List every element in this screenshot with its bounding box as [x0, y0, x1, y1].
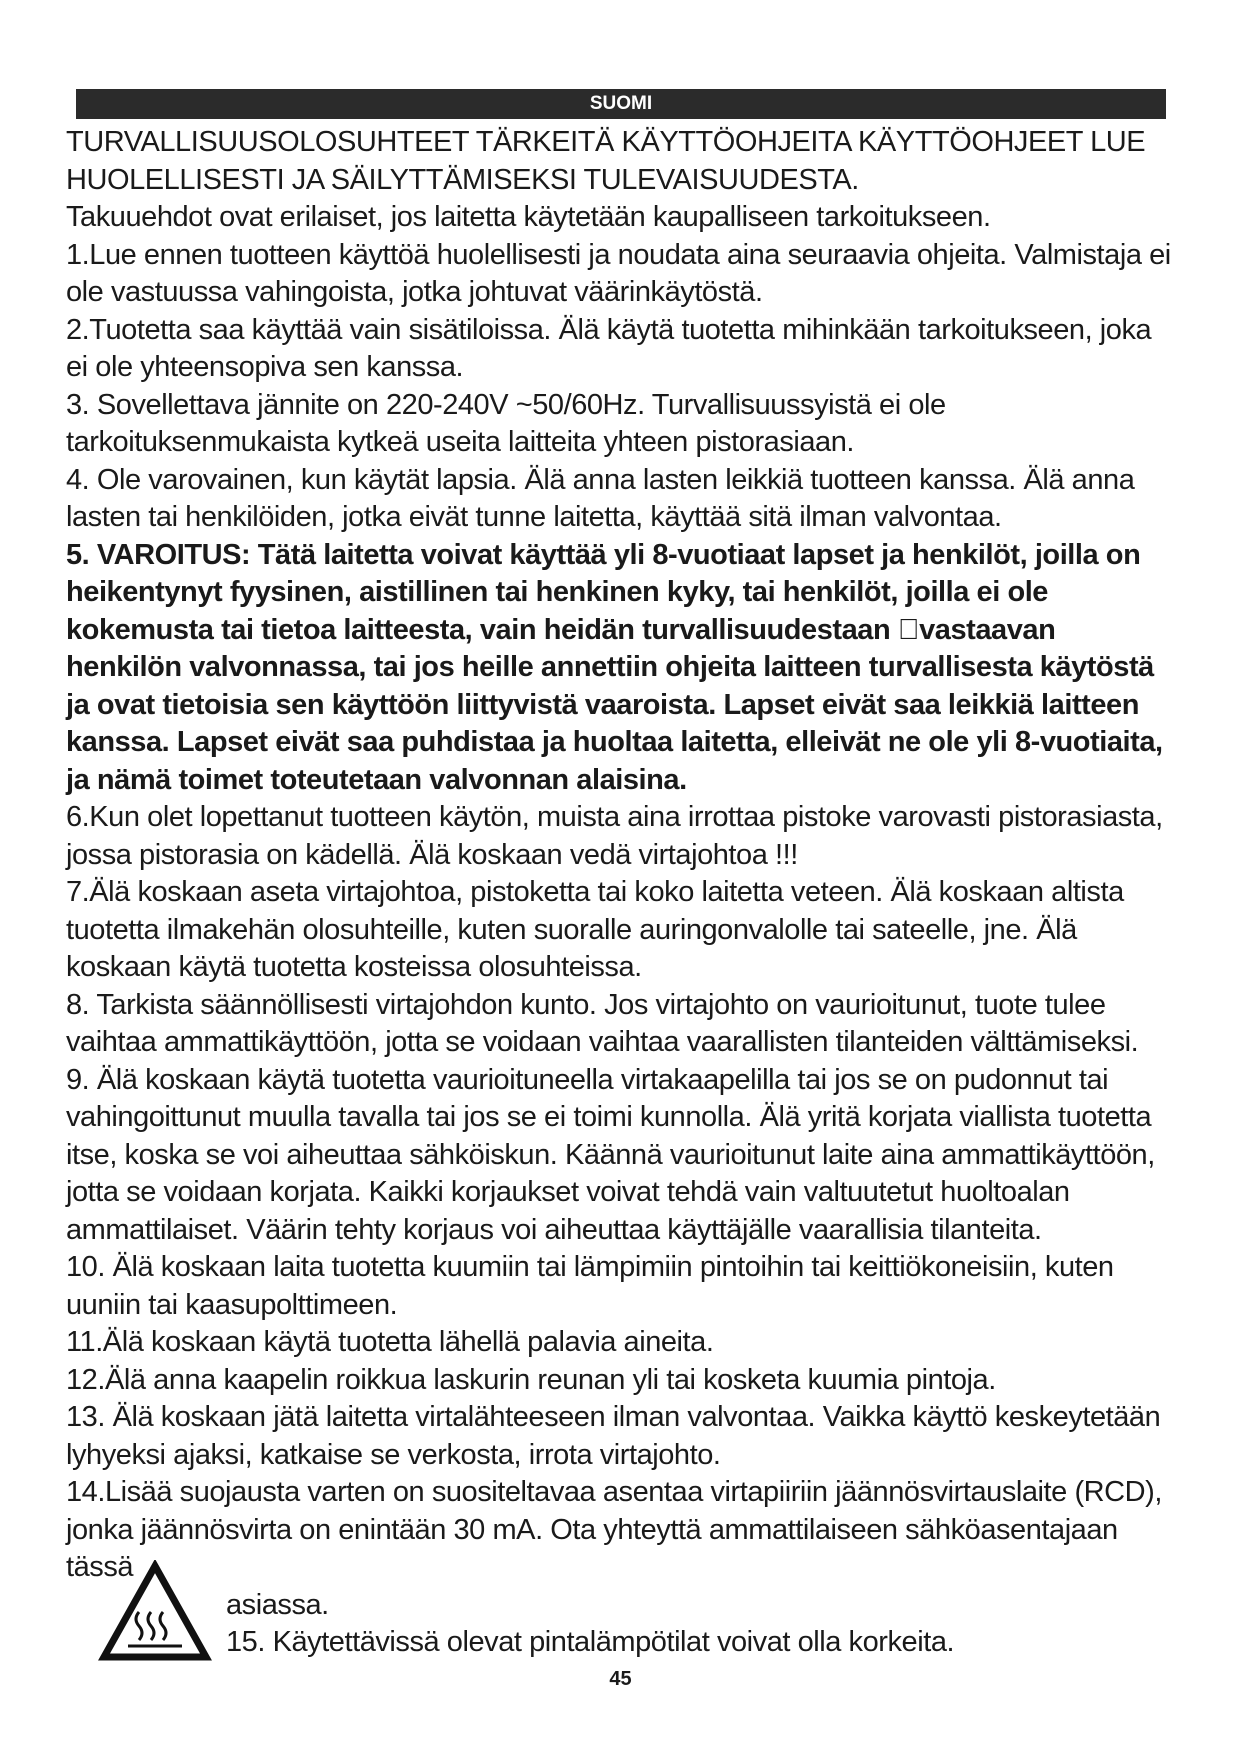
instruction-item-8: 8. Tarkista säännöllisesti virtajohdon kunto. Jos virtajohto on vaurioitunut, tuote tulee vaihtaa ammattikäyttöön, jotta se voidaan vaihtaa vaarallisten tilanteiden välttämiseksi. [66, 988, 1139, 1058]
instruction-item-14-tail: asiassa. [226, 1588, 329, 1621]
instruction-item-10: 10. Älä koskaan laita tuotetta kuumiin tai lämpimiin pintoihin tai keittiökoneisiin, kuten uuniin tai kaasupolttimeen. [66, 1251, 1114, 1321]
instruction-item-9: 9. Älä koskaan käytä tuotetta vaurioituneella virtakaapelilla tai jos se on pudonnut tai vahingoittunut muulla tavalla tai jos se ei toimi kunnolla. Älä yritä korjata viallista tuotetta itse, koska se voi aiheuttaa sähköiskun. Käännä vaurioitunut laite aina ammattikäyttöön, jotta se voidaan korjata. Kaikki korjaukset voivat tehdä vain valtuutetut huoltoalan ammattilaiset. Väärin tehty korjaus voi aiheuttaa käyttäjälle vaarallisia tilanteita. [66, 1063, 1155, 1246]
instruction-item-14: 14.Lisää suojausta varten on suositeltavaa asentaa virtapiiriin jäännösvirtauslaite (RCD), jonka jäännösvirta on enintään 30 mA. Ota yhteyttä ammattilaiseen sähköasentajaan tässä [66, 1476, 1162, 1583]
instruction-item-12: 12.Älä anna kaapelin roikkua laskurin reunan yli tai kosketa kuumia pintoja. [66, 1363, 996, 1396]
safety-instructions [66, 124, 1176, 1662]
instruction-item-6: 6.Kun olet lopettanut tuotteen käytön, muista aina irrottaa pistoke varovasti pistorasiasta, jossa pistorasia on kädellä. Älä koskaan vedä virtajohtoa !!! [66, 801, 1163, 871]
hot-surface-warning-icon [98, 1560, 212, 1663]
instruction-item-1: 1.Lue ennen tuotteen käyttöä huolellisesti ja noudata aina seuraavia ohjeita. Valmistaja ei ole vastuussa vahingoista, jotka johtuvat väärinkäytöstä. [66, 238, 1171, 308]
warning-item-5: 5. VAROITUS: Tätä laitetta voivat käyttää yli 8-vuotiaat lapset ja henkilöt, joilla on heikentynyt fyysinen, aistillinen tai henkinen kyky, tai henkilöt, joilla ei ole kokemusta tai tietoa laitteesta, vain heidän turvallisuudestaan  vastaavan henkilön valvonnassa, tai jos heille annettiin ohjeita laitteen turvallisesta käytöstä ja ovat tietoisia sen käyttöön liittyvistä vaaroista. Lapset eivät saa leikkiä laitteen kanssa. Lapset eivät saa puhdistaa ja huoltaa laitetta, elleivät ne ole yli 8-vuotiaita, ja nämä toimet toteutetaan valvonnan alaisina. [66, 538, 1163, 796]
page-title: TURVALLISUUSOLOSUHTEET TÄRKEITÄ KÄYTTÖOHJEITA KÄYTTÖOHJEET LUE HUOLELLISESTI JA SÄILYTTÄMISEKSI TULEVAISUUDESTA. [66, 126, 1146, 196]
intro-paragraph: Takuuehdot ovat erilaiset, jos laitetta käytetään kaupalliseen tarkoitukseen. [66, 201, 991, 233]
instruction-item-13: 13. Älä koskaan jätä laitetta virtalähteeseen ilman valvontaa. Vaikka käyttö keskeytetään lyhyeksi ajaksi, katkaise se verkosta, irrota virtajohto. [66, 1401, 1161, 1471]
instruction-item-15: 15. Käytettävissä olevat pintalämpötilat voivat olla korkeita. [226, 1626, 955, 1658]
page-number: 45 [609, 1668, 632, 1690]
instruction-item-2: 2.Tuotetta saa käyttää vain sisätiloissa. Älä käytä tuotetta mihinkään tarkoitukseen, joka ei ole yhteensopiva sen kanssa. [66, 313, 1152, 383]
instruction-item-11: 11.Älä koskaan käytä tuotetta lähellä palavia aineita. [66, 1326, 714, 1358]
instruction-item-4: 4. Ole varovainen, kun käytät lapsia. Älä anna lasten leikkiä tuotteen kanssa. Älä anna lasten tai henkilöiden, jotka eivät tunne laitetta, käyttää sitä ilman valvontaa. [66, 463, 1135, 533]
instruction-item-7: 7.Älä koskaan aseta virtajohtoa, pistoketta tai koko laitetta veteen. Älä koskaan altista tuotetta ilmakehän olosuhteille, kuten suoralle auringonvalolle tai sateelle, jne. Älä koskaan käytä tuotetta kosteissa olosuhteissa. [66, 876, 1124, 983]
language-label: SUOMI [589, 93, 653, 114]
instruction-item-3: 3. Sovellettava jännite on 220-240V ~50/60Hz. Turvallisuussyistä ei ole tarkoituksenmukaista kytkeä useita laitteita yhteen pistorasiaan. [66, 388, 946, 458]
language-header-bar [76, 89, 1166, 119]
